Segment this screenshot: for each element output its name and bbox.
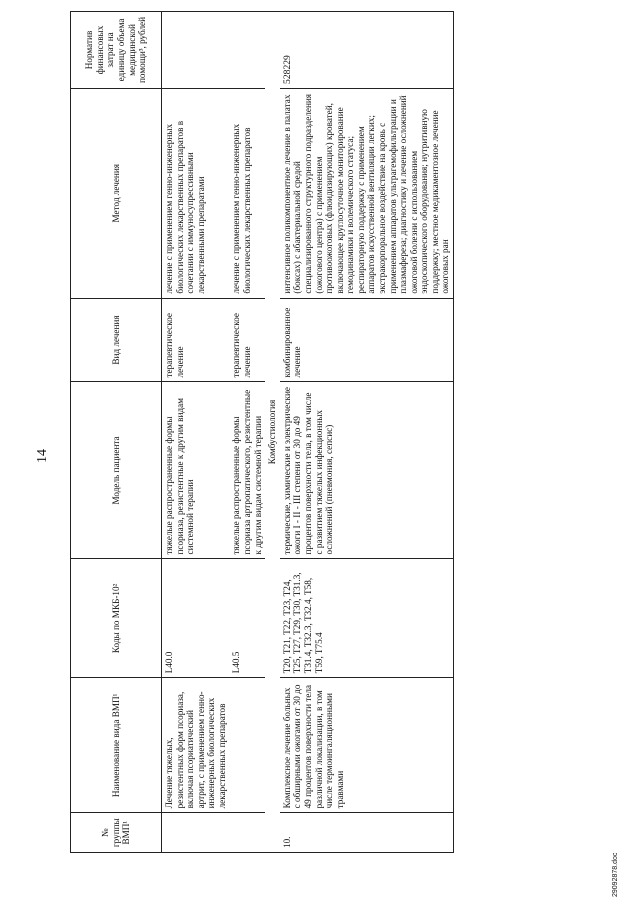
cell-group-number: 10. bbox=[280, 813, 454, 853]
cell-treatment-method: лечение с применением генно-инженерных биологических лекарственных препаратов в сочетании с иммуносупрессивными лекарственными препаратами bbox=[162, 88, 230, 298]
page-number: 14 bbox=[35, 449, 50, 463]
header-cost-norm: Норматив финансовых затрат на единицу объема медицинской помощи³, рублей bbox=[71, 12, 162, 89]
header-icd-codes: Коды по МКБ-10² bbox=[71, 559, 162, 678]
header-patient-model: Модель пациента bbox=[71, 382, 162, 559]
cell-treatment-method: интенсивное поликомпонентное лечение в палатах (боксах) с абактериальной средой специализированного структурного подразделения (ожогового центра) с применением противоожоговых (флюидизирующих) кроватей, включающее круглосуточное мониторирование гемодинамики и волемического статуса; респираторную поддержку с применением аппаратов искусственной вентиляции легких; экстракорпоральное воздействие на кровь с применением аппаратов ультрагемофильтрации и плазмафереза; диагностику и лечение осложнений ожоговой болезни с использованием эндоскопического оборудования; нутритивную поддержку; местное медикаментозное лечение ожоговых ран bbox=[280, 88, 454, 298]
cell-icd-codes: L40.5 bbox=[229, 559, 265, 678]
cell-cost-norm bbox=[162, 12, 230, 89]
table-row bbox=[280, 12, 454, 853]
cell-group-number bbox=[229, 813, 265, 853]
document-file-id: 29092878.doc bbox=[612, 852, 619, 897]
cell-treatment-type: терапевтическое лечение bbox=[162, 298, 230, 382]
cell-cost-norm bbox=[229, 12, 265, 89]
cell-group-number bbox=[162, 813, 230, 853]
section-row bbox=[265, 12, 280, 853]
cell-vmp-name: Лечение тяжелых, резистентных форм псориаза, включая псориатический артрит, с применением генно-инженерных биологических лекарственных препаратов bbox=[162, 678, 230, 813]
cell-vmp-name bbox=[229, 678, 265, 813]
treatment-table bbox=[70, 11, 454, 853]
header-treatment-type: Вид лечения bbox=[71, 298, 162, 382]
section-title: Комбустиология bbox=[265, 12, 280, 853]
table-row bbox=[162, 12, 230, 853]
cell-treatment-type: терапевтическое лечение bbox=[229, 298, 265, 382]
header-group-number: № группы ВМП¹ bbox=[71, 813, 162, 853]
cell-patient-model: тяжелые распространенные формы псориаза, резистентные к другим видам системной терапии bbox=[162, 382, 230, 559]
header-treatment-method: Метод лечения bbox=[71, 88, 162, 298]
table-header-row bbox=[71, 12, 162, 853]
cell-icd-codes: T20, T21, T22, T23, T24, T25, T27, T29, T30, T31.3, T31.4, T32.3, T32.4, T58, T59, T75.4 bbox=[280, 559, 454, 678]
cell-treatment-method: лечение с применением генно-инженерных биологических лекарственных препаратов bbox=[229, 88, 265, 298]
cell-vmp-name: Комплексное лечение больных с обширными ожогами от 30 до 49 процентов поверхности тела различной локализации, в том числе термоингаляционными травмами bbox=[280, 678, 454, 813]
table-row bbox=[229, 12, 265, 853]
cell-cost-norm: 528229 bbox=[280, 12, 454, 89]
header-vmp-name: Наименование вида ВМП¹ bbox=[71, 678, 162, 813]
cell-icd-codes: L40.0 bbox=[162, 559, 230, 678]
cell-treatment-type: комбинированное лечение bbox=[280, 298, 454, 382]
cell-patient-model: термические, химические и электрические ожоги I - II - III степени от 30 до 49 процентов поверхности тела, в том числе с развитием тяжелых инфекционных осложнений (пневмония, сепсис) bbox=[280, 382, 454, 559]
cell-patient-model: тяжелые распространенные формы псориаза артропатического, резистентные к другим видам системной терапии bbox=[229, 382, 265, 559]
